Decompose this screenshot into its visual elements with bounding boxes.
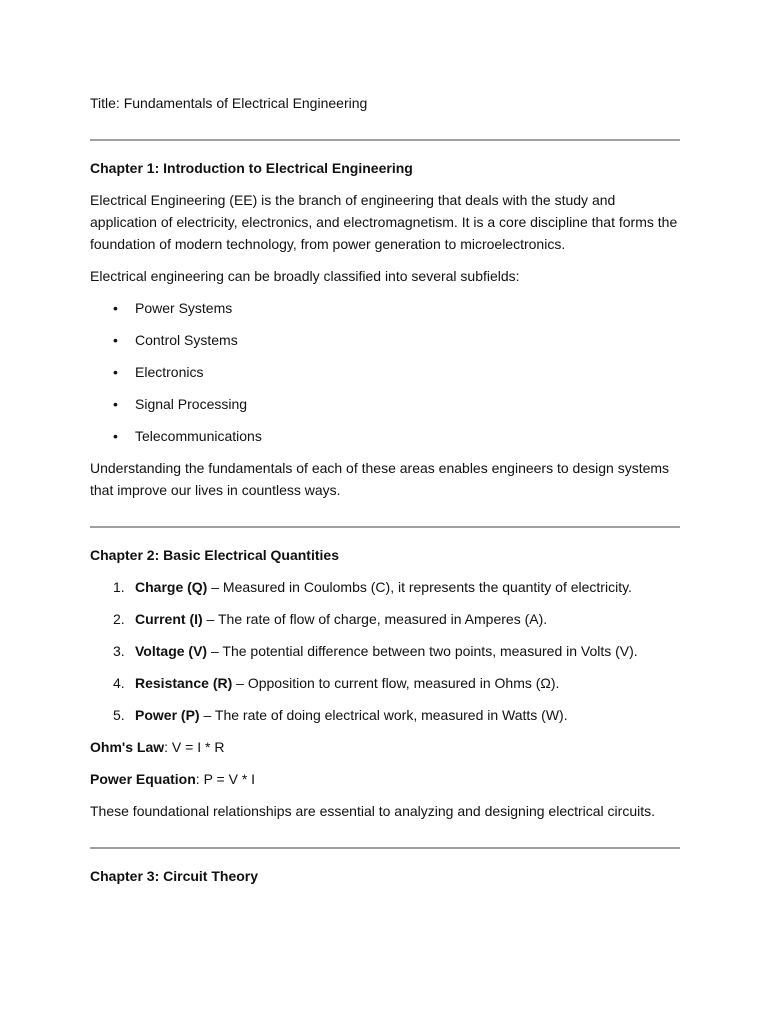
ohms-law-formula: : V = I * R [164,739,225,755]
divider [90,139,680,141]
power-equation-formula: : P = V * I [195,771,256,787]
quantity-description: – The potential difference between two points, measured in Volts (V). [207,643,638,659]
quantity-description: – Opposition to current flow, measured in Ohms (Ω). [232,675,560,691]
quantity-term: Power (P) [135,707,200,723]
quantity-term: Resistance (R) [135,675,233,691]
chapter-1-section [90,157,680,501]
chapter-2-paragraph-closing: These foundational relationships are essential to analyzing and designing electrical circuits. [90,803,655,819]
list-item [90,576,680,598]
chapter-1-paragraph-subfields: Electrical engineering can be broadly classified into several subfields: [90,268,520,284]
quantity-description: – The rate of doing electrical work, measured in Watts (W). [199,707,568,723]
quantity-term: Charge (Q) [135,579,208,595]
list-item [90,608,680,630]
document-title: Title: Fundamentals of Electrical Engineering [90,95,368,111]
list-number: 2. [113,611,125,627]
chapter-1-paragraph-closing: Understanding the fundamentals of each of these areas enables engineers to design systems that improve our lives in countless ways. [90,460,670,498]
ohms-law-line [90,736,680,758]
chapter-3-section [90,865,680,887]
chapter-1-paragraph-intro: Electrical Engineering (EE) is the branch of engineering that deals with the study and application of electricity, electronics, and electromagnetism. It is a core discipline that forms the foundation of modern technology, from power generation to microelectronics. [90,192,678,252]
subfields-list [90,297,680,447]
chapter-3-heading: Chapter 3: Circuit Theory [90,868,259,884]
list-item [90,640,680,662]
list-item [90,672,680,694]
chapter-2-heading: Chapter 2: Basic Electrical Quantities [90,547,339,563]
list-item: • Power Systems [90,297,680,319]
chapter-2-section [90,544,680,822]
quantity-term: Current (I) [135,611,203,627]
document-page [90,92,680,897]
ohms-law-label: Ohm's Law [90,739,165,755]
divider [90,847,680,849]
list-number: 1. [113,579,125,595]
list-item: • Electronics [90,361,680,383]
power-equation-line [90,768,680,790]
quantity-description: – Measured in Coulombs (C), it represents the quantity of electricity. [207,579,632,595]
list-item: • Control Systems [90,329,680,351]
list-item: • Signal Processing [90,393,680,415]
list-item [90,704,680,726]
quantities-list [90,576,680,726]
chapter-1-heading: Chapter 1: Introduction to Electrical Engineering [90,160,413,176]
list-number: 3. [113,643,125,659]
list-item: • Telecommunications [90,425,680,447]
list-number: 5. [113,707,125,723]
quantity-description: – The rate of flow of charge, measured in Amperes (A). [202,611,548,627]
quantity-term: Voltage (V) [135,643,208,659]
divider [90,526,680,528]
power-equation-label: Power Equation [90,771,196,787]
list-number: 4. [113,675,125,691]
